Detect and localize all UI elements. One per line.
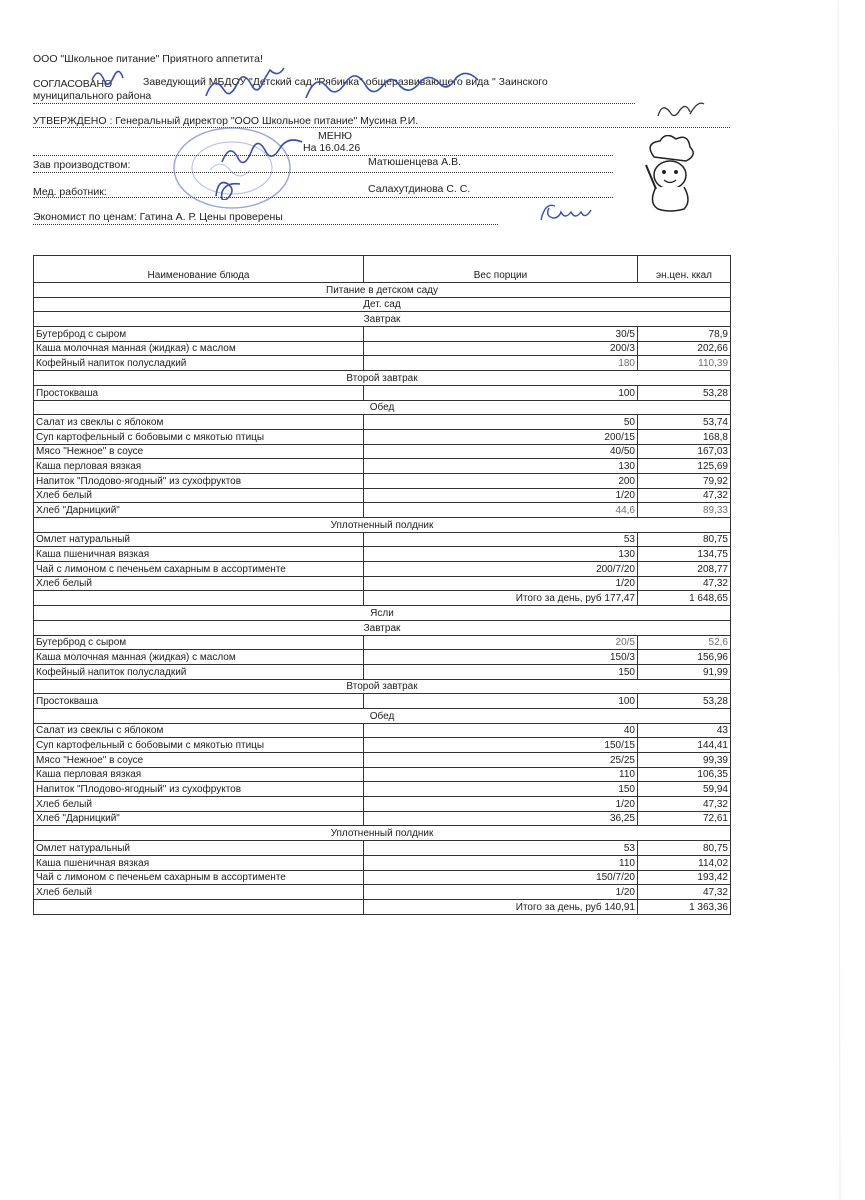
- dish-weight: 150/7/20: [364, 870, 638, 885]
- table-row: [34, 473, 731, 488]
- dish-energy: 167,03: [638, 444, 731, 459]
- menu-table: [33, 255, 731, 915]
- dish-energy: 53,28: [638, 694, 731, 709]
- column-header-weight: Вес порции: [364, 256, 638, 283]
- dish-energy: 43: [638, 723, 731, 738]
- dish-name: Хлеб белый: [34, 797, 364, 812]
- medic-name: Салахутдинова С. С.: [368, 183, 471, 195]
- table-header-row: [34, 256, 731, 283]
- dish-weight: 110: [364, 855, 638, 870]
- table-row: [34, 723, 731, 738]
- signature-economist-icon: [535, 198, 600, 228]
- meal-row: [34, 371, 731, 386]
- dish-energy: 99,39: [638, 753, 731, 768]
- signature-agreed-icon: [88, 62, 548, 110]
- dish-energy: 202,66: [638, 341, 731, 356]
- table-row: [34, 503, 731, 518]
- dish-name: Хлеб белый: [34, 488, 364, 503]
- dish-weight: 53: [364, 532, 638, 547]
- dish-energy: 114,02: [638, 855, 731, 870]
- dish-weight: 110: [364, 767, 638, 782]
- dish-weight: 150/3: [364, 650, 638, 665]
- divider: [33, 127, 730, 128]
- meal-row: [34, 679, 731, 694]
- dish-name: Мясо "Нежное" в соусе: [34, 444, 364, 459]
- dish-weight: 100: [364, 385, 638, 400]
- meal-title: Уплотненный полдник: [34, 518, 731, 533]
- dish-weight: 40: [364, 723, 638, 738]
- dish-energy: 53,28: [638, 385, 731, 400]
- signature-menu-icon: [218, 138, 308, 172]
- meal-row: [34, 708, 731, 723]
- meal-title: Обед: [34, 400, 731, 415]
- dish-energy: 91,99: [638, 664, 731, 679]
- meal-row: [34, 620, 731, 635]
- company-line: ООО "Школьное питание" Приятного аппетита!: [33, 53, 263, 65]
- menu-date: На 16.04.26: [303, 142, 361, 154]
- dish-name: Омлет натуральный: [34, 532, 364, 547]
- dish-weight: 25/25: [364, 753, 638, 768]
- table-row: [34, 341, 731, 356]
- table-row: [34, 650, 731, 665]
- dish-weight: 44,6: [364, 503, 638, 518]
- dish-energy: 47,32: [638, 797, 731, 812]
- medic-label: Мед. работник:: [33, 186, 107, 198]
- table-row: [34, 459, 731, 474]
- meal-title: Уплотненный полдник: [34, 826, 731, 841]
- dish-name: Хлеб "Дарницкий": [34, 811, 364, 826]
- table-row: [34, 415, 731, 430]
- group-row: [34, 297, 731, 312]
- dish-name: Каша пшеничная вязкая: [34, 855, 364, 870]
- table-row: [34, 385, 731, 400]
- dish-weight: 1/20: [364, 885, 638, 900]
- dish-weight: 200: [364, 473, 638, 488]
- table-row: [34, 327, 731, 342]
- dish-weight: 130: [364, 459, 638, 474]
- dish-weight: 200/15: [364, 429, 638, 444]
- dish-name: Каша перловая вязкая: [34, 767, 364, 782]
- dish-name: Каша пшеничная вязкая: [34, 547, 364, 562]
- dish-energy: 144,41: [638, 738, 731, 753]
- dish-weight: 30/5: [364, 327, 638, 342]
- divider: [33, 155, 613, 156]
- meal-title: Обед: [34, 708, 731, 723]
- table-row: [34, 767, 731, 782]
- dish-energy: 78,9: [638, 327, 731, 342]
- dish-energy: 208,77: [638, 562, 731, 577]
- dish-weight: 180: [364, 356, 638, 371]
- dish-name: Напиток "Плодово-ягодный" из сухофруктов: [34, 782, 364, 797]
- meal-row: [34, 312, 731, 327]
- dish-weight: 40/50: [364, 444, 638, 459]
- table-row: [34, 532, 731, 547]
- meal-title: Завтрак: [34, 312, 731, 327]
- dish-energy: 134,75: [638, 547, 731, 562]
- dish-name: Суп картофельный с бобовыми с мякотью птицы: [34, 738, 364, 753]
- menu-title: МЕНЮ: [318, 130, 352, 142]
- table-row: [34, 841, 731, 856]
- signature-medic-icon: [210, 176, 250, 200]
- chef-mascot-icon: [640, 135, 700, 213]
- table-row: [34, 547, 731, 562]
- meal-row: [34, 518, 731, 533]
- table-row: [34, 885, 731, 900]
- dish-energy: 59,94: [638, 782, 731, 797]
- dish-weight: 130: [364, 547, 638, 562]
- meal-title: Второй завтрак: [34, 371, 731, 386]
- dish-weight: 150: [364, 664, 638, 679]
- dish-name: Простокваша: [34, 385, 364, 400]
- dish-weight: 200/7/20: [364, 562, 638, 577]
- dish-energy: 156,96: [638, 650, 731, 665]
- dish-name: Бутерброд с сыром: [34, 635, 364, 650]
- agreed-text-2: муниципального района: [33, 90, 152, 102]
- dish-weight: 150/15: [364, 738, 638, 753]
- table-row: [34, 753, 731, 768]
- dish-name: Суп картофельный с бобовыми с мякотью птицы: [34, 429, 364, 444]
- table-row: [34, 782, 731, 797]
- dish-name: Мясо "Нежное" в соусе: [34, 753, 364, 768]
- dish-weight: 20/5: [364, 635, 638, 650]
- dish-energy: 80,75: [638, 841, 731, 856]
- signature-director-icon: [650, 98, 710, 126]
- table-row: [34, 444, 731, 459]
- total-energy: 1 648,65: [638, 591, 731, 606]
- dish-weight: 1/20: [364, 576, 638, 591]
- dish-weight: 150: [364, 782, 638, 797]
- dish-name: Чай с лимоном с печеньем сахарным в ассортименте: [34, 870, 364, 885]
- production-head-label: Зав производством:: [33, 159, 131, 171]
- group-title: Ясли: [34, 606, 731, 621]
- dish-energy: 53,74: [638, 415, 731, 430]
- dish-weight: 36,25: [364, 811, 638, 826]
- table-row: [34, 664, 731, 679]
- divider: [33, 172, 613, 173]
- dish-name: Кофейный напиток полусладкий: [34, 356, 364, 371]
- meal-row: [34, 826, 731, 841]
- dish-energy: 106,35: [638, 767, 731, 782]
- dish-weight: 1/20: [364, 797, 638, 812]
- approved-text: УТВЕРЖДЕНО : Генеральный директор "ООО Школьное питание" Мусина Р.И.: [33, 115, 419, 127]
- dish-name: Каша перловая вязкая: [34, 459, 364, 474]
- dish-weight: 100: [364, 694, 638, 709]
- dish-energy: 47,32: [638, 576, 731, 591]
- dish-weight: 200/3: [364, 341, 638, 356]
- dish-energy: 47,32: [638, 885, 731, 900]
- dish-name: Салат из свеклы с яблоком: [34, 723, 364, 738]
- dish-name: Бутерброд с сыром: [34, 327, 364, 342]
- table-row: [34, 738, 731, 753]
- dish-energy: 80,75: [638, 532, 731, 547]
- dish-name: Салат из свеклы с яблоком: [34, 415, 364, 430]
- meal-title: Завтрак: [34, 620, 731, 635]
- dish-name: Чай с лимоном с печеньем сахарным в ассортименте: [34, 562, 364, 577]
- dish-name: Простокваша: [34, 694, 364, 709]
- total-blank: [34, 591, 364, 606]
- table-row: [34, 356, 731, 371]
- table-row: [34, 429, 731, 444]
- dish-name: Каша молочная манная (жидкая) с маслом: [34, 650, 364, 665]
- divider: [33, 224, 498, 225]
- dish-energy: 110,39: [638, 356, 731, 371]
- table-row: [34, 576, 731, 591]
- dish-name: Хлеб "Дарницкий": [34, 503, 364, 518]
- meal-title: Второй завтрак: [34, 679, 731, 694]
- group-title: Дет. сад: [34, 297, 731, 312]
- total-label: Итого за день, руб 177,47: [364, 591, 638, 606]
- agreed-label: СОГЛАСОВАНО: [33, 78, 113, 90]
- dish-name: Омлет натуральный: [34, 841, 364, 856]
- dish-energy: 193,42: [638, 870, 731, 885]
- economist-text: Экономист по ценам: Гатина А. Р. Цены проверены: [33, 211, 283, 223]
- total-row: [34, 591, 731, 606]
- production-head-name: Матюшенцева А.В.: [368, 156, 462, 168]
- dish-name: Кофейный напиток полусладкий: [34, 664, 364, 679]
- agreed-text: Заведующий МБДОУ "Детский сад "Рябинка" общеразвивающего вида " Заинского: [143, 76, 548, 88]
- column-header-energy: эн.цен. ккал: [638, 256, 731, 283]
- dish-energy: 72,61: [638, 811, 731, 826]
- total-row: [34, 899, 731, 914]
- total-label: Итого за день, руб 140,91: [364, 899, 638, 914]
- dish-energy: 125,69: [638, 459, 731, 474]
- dish-name: Хлеб белый: [34, 885, 364, 900]
- dish-weight: 1/20: [364, 488, 638, 503]
- table-row: [34, 635, 731, 650]
- group-row: [34, 606, 731, 621]
- dish-name: Хлеб белый: [34, 576, 364, 591]
- table-row: [34, 811, 731, 826]
- table-row: [34, 797, 731, 812]
- dish-energy: 79,92: [638, 473, 731, 488]
- table-row: [34, 694, 731, 709]
- dish-energy: 47,32: [638, 488, 731, 503]
- dish-weight: 50: [364, 415, 638, 430]
- total-blank: [34, 899, 364, 914]
- table-row: [34, 870, 731, 885]
- column-header-name: Наименование блюда: [34, 256, 364, 283]
- dish-name: Каша молочная манная (жидкая) с маслом: [34, 341, 364, 356]
- table-title: Питание в детском саду: [34, 283, 731, 298]
- table-title-row: [34, 283, 731, 298]
- dish-energy: 168,8: [638, 429, 731, 444]
- meal-row: [34, 400, 731, 415]
- divider: [33, 197, 613, 198]
- table-row: [34, 855, 731, 870]
- dish-name: Напиток "Плодово-ягодный" из сухофруктов: [34, 473, 364, 488]
- dish-energy: 89,33: [638, 503, 731, 518]
- table-row: [34, 488, 731, 503]
- total-energy: 1 363,36: [638, 899, 731, 914]
- dish-weight: 53: [364, 841, 638, 856]
- dish-energy: 52,6: [638, 635, 731, 650]
- table-row: [34, 562, 731, 577]
